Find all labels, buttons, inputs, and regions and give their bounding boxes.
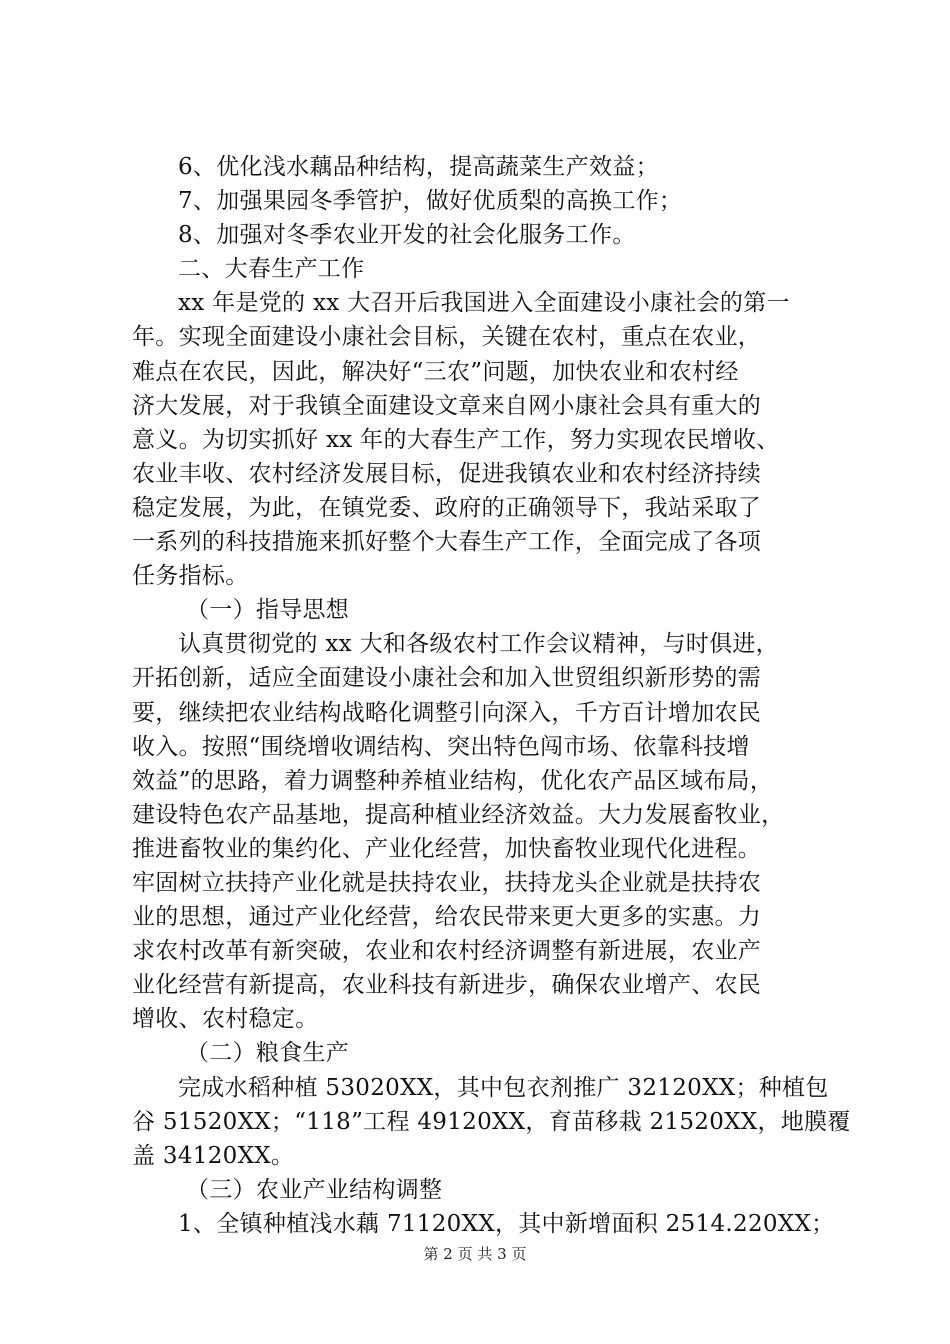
paragraph-line: 收入。按照“围绕增收调结构、突出特色闯市场、依靠科技增 [132,733,750,760]
paragraph-line: 意义。为切实抓好 xx 年的大春生产工作，努力实现农民增收、 [132,426,780,453]
list-item-6: 6、优化浅水藕品种结构，提高蔬菜生产效益； [178,154,659,180]
paragraph-line: 济大发展，对于我镇全面建设文章来自网小康社会具有重大的 [132,392,762,419]
paragraph-line: 建设特色农产品基地，提高种植业经济效益。大力发展畜牧业， [132,801,785,828]
subheading-guiding-ideology: （一）指导思想 [186,597,350,624]
subheading-structure-adjustment: （三）农业产业结构调整 [186,1176,443,1203]
paragraph-line: 谷 51520XX；“118”工程 49120XX，育苗移栽 21520XX，地膜覆 [132,1108,851,1135]
paragraph-line: 盖 34120XX。 [132,1142,295,1169]
paragraph-line: 难点在农民，因此，解决好“三农”问题，加快农业和农村经 [132,358,739,385]
page-number-footer: 第 2 页 共 3 页 [423,1245,527,1263]
paragraph-line: 任务指标。 [132,563,249,590]
paragraph-line: 一系列的科技措施来抓好整个大春生产工作，全面完成了各项 [132,529,762,556]
paragraph-line: 增收、农村稳定。 [132,1006,319,1033]
paragraph-line: 业化经营有新提高，农业科技有新进步，确保农业增产、农民 [132,972,762,999]
paragraph-line: 农业丰收、农村经济发展目标，促进我镇农业和农村经济持续 [132,460,762,487]
paragraph-line: 业的思想，通过产业化经营，给农民带来更大更多的实惠。力 [132,904,762,931]
paragraph-line: 开拓创新，适应全面建设小康社会和加入世贸组织新形势的需 [132,665,762,692]
section-heading-spring-production: 二、大春生产工作 [178,256,365,283]
paragraph-line: xx 年是党的 xx 大召开后我国进入全面建设小康社会的第一 [178,290,790,317]
paragraph-line: 1、全镇种植浅水藕 71120XX，其中新增面积 2514.220XX； [178,1210,835,1237]
subheading-grain-production: （二）粮食生产 [186,1040,350,1067]
paragraph-line: 牢固树立扶持产业化就是扶持农业，扶持龙头企业就是扶持农 [132,869,762,896]
list-item-7: 7、加强果园冬季管护，做好优质梨的高换工作； [178,188,683,215]
paragraph-line: 推进畜牧业的集约化、产业化经营，加快畜牧业现代化进程。 [132,835,762,862]
list-item-8: 8、加强对冬季农业开发的社会化服务工作。 [178,222,636,249]
paragraph-line: 年。实现全面建设小康社会目标，关键在农村，重点在农业， [132,324,762,351]
paragraph-line: 认真贯彻党的 xx 大和各级农村工作会议精神，与时俱进， [178,631,779,658]
document-body [132,150,851,1241]
paragraph-line: 求农村改革有新突破，农业和农村经济调整有新进展，农业产 [132,938,762,965]
paragraph-line: 效益”的思路，着力调整种养植业结构，优化农产品区域布局， [132,767,774,794]
paragraph-line: 要，继续把农业结构战略化调整引向深入，千方百计增加农民 [132,699,762,726]
paragraph-line: 稳定发展，为此，在镇党委、政府的正确领导下，我站采取了 [132,494,762,521]
paragraph-line: 完成水稻种植 53020XX，其中包衣剂推广 32120XX；种植包 [178,1074,829,1101]
